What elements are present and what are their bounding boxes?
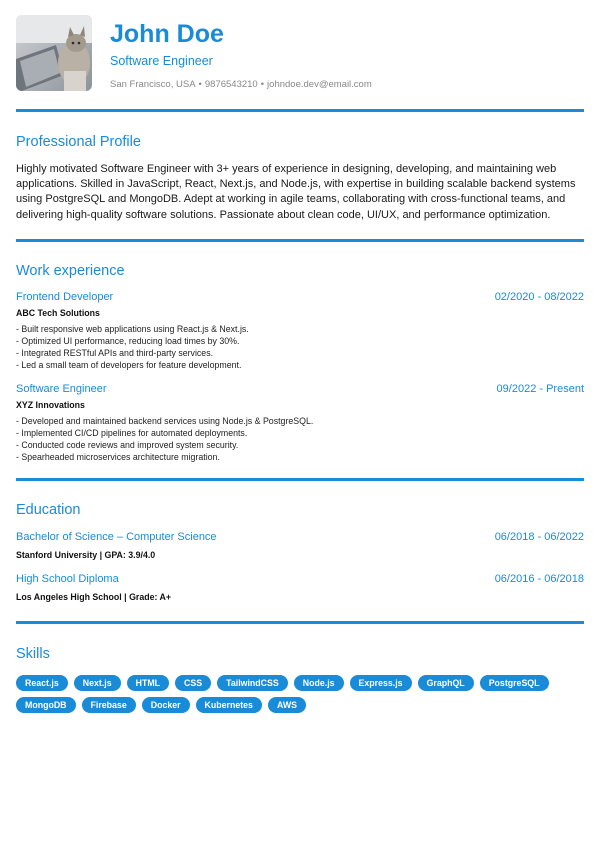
header-text	[110, 15, 372, 90]
skill-chip: PostgreSQL	[480, 675, 549, 691]
job-bullet: - Built responsive web applications using React.js & Next.js.	[16, 323, 249, 334]
job-title: Frontend Developer	[16, 290, 114, 303]
job-bullet: - Integrated RESTful APIs and third-party services.	[16, 347, 214, 358]
job-bullets	[16, 415, 584, 463]
education-entry	[16, 573, 584, 602]
job-bullet: - Led a small team of developers for feature development.	[16, 359, 242, 370]
contact-line	[110, 79, 372, 90]
section-divider	[16, 621, 584, 624]
separator-dot: •	[198, 79, 202, 90]
job-bullet: - Optimized UI performance, reducing load times by 30%.	[16, 335, 240, 346]
job-header	[16, 291, 584, 303]
profile-photo	[16, 15, 92, 91]
skill-chip: MongoDB	[16, 697, 76, 713]
person-name: John Doe	[110, 20, 224, 48]
person-role: Software Engineer	[110, 54, 213, 68]
skill-chip: Firebase	[82, 697, 136, 713]
skill-chip: AWS	[268, 697, 306, 713]
education-detail: Stanford University | GPA: 3.9/4.0	[16, 549, 156, 560]
job-header	[16, 383, 584, 395]
education-title: High School Diploma	[16, 572, 119, 585]
separator-dot: •	[260, 79, 265, 90]
education-heading: Education	[16, 501, 81, 518]
job-entry	[16, 291, 584, 371]
profile-section	[16, 133, 584, 223]
section-divider	[16, 478, 584, 481]
job-bullet: - Implemented CI/CD pipelines for automated deployments.	[16, 427, 248, 438]
skill-chip: React.js	[16, 675, 68, 691]
education-title: Bachelor of Science – Computer Science	[16, 530, 217, 543]
job-dates: 09/2022 - Present	[496, 382, 584, 395]
skill-chip: Next.js	[74, 675, 121, 691]
job-company: ABC Tech Solutions	[16, 307, 100, 318]
education-dates: 06/2018 - 06/2022	[494, 530, 584, 543]
profile-text: Highly motivated Software Engineer with 3+ years of experience in designing, developing, and maintaining web applications. Skilled in JavaScript, React, Next.js, and Node.js, with expertise in building scalable backend systems using PostgreSQL and MongoDB. Adept at working in agile teams, collaborating with cross-functional teams, and delivering high-quality software solutions. Passionate about clean code, UI/UX, and performance optimization.	[16, 163, 576, 221]
skills-list	[16, 675, 561, 713]
education-header	[16, 531, 584, 543]
skill-chip: GraphQL	[418, 675, 474, 691]
education-entry	[16, 531, 584, 560]
job-company: XYZ Innovations	[16, 399, 85, 410]
experience-heading: Work experience	[16, 262, 125, 279]
section-divider	[16, 239, 584, 242]
education-header	[16, 573, 584, 585]
job-bullet: - Conducted code reviews and improved system security.	[16, 439, 239, 450]
job-entry	[16, 383, 584, 463]
contact-phone[interactable]: 9876543210	[204, 79, 258, 90]
skills-heading: Skills	[16, 645, 50, 662]
profile-photo-image	[16, 15, 92, 91]
section-divider	[16, 109, 584, 112]
job-bullet: - Developed and maintained backend services using Node.js & PostgreSQL.	[16, 415, 314, 426]
job-title: Software Engineer	[16, 382, 107, 395]
skill-chip: TailwindCSS	[217, 675, 288, 691]
education-detail: Los Angeles High School | Grade: A+	[16, 591, 172, 602]
job-dates: 02/2020 - 08/2022	[494, 290, 584, 303]
experience-section	[16, 262, 584, 463]
job-bullet: - Spearheaded microservices architecture migration.	[16, 451, 220, 462]
skill-chip: CSS	[175, 675, 211, 691]
job-bullets	[16, 323, 584, 371]
skill-chip: HTML	[127, 675, 169, 691]
skills-section	[16, 645, 584, 713]
education-section	[16, 501, 584, 602]
skill-chip: Docker	[142, 697, 190, 713]
education-dates: 06/2016 - 06/2018	[494, 572, 584, 585]
profile-heading: Professional Profile	[16, 134, 141, 150]
resume-header	[16, 0, 584, 93]
skill-chip: Kubernetes	[196, 697, 262, 713]
contact-email[interactable]: johndoe.dev@email.com	[267, 79, 372, 90]
skill-chip: Express.js	[350, 675, 412, 691]
skill-chip: Node.js	[294, 675, 344, 691]
contact-location: San Francisco, USA	[110, 79, 196, 90]
